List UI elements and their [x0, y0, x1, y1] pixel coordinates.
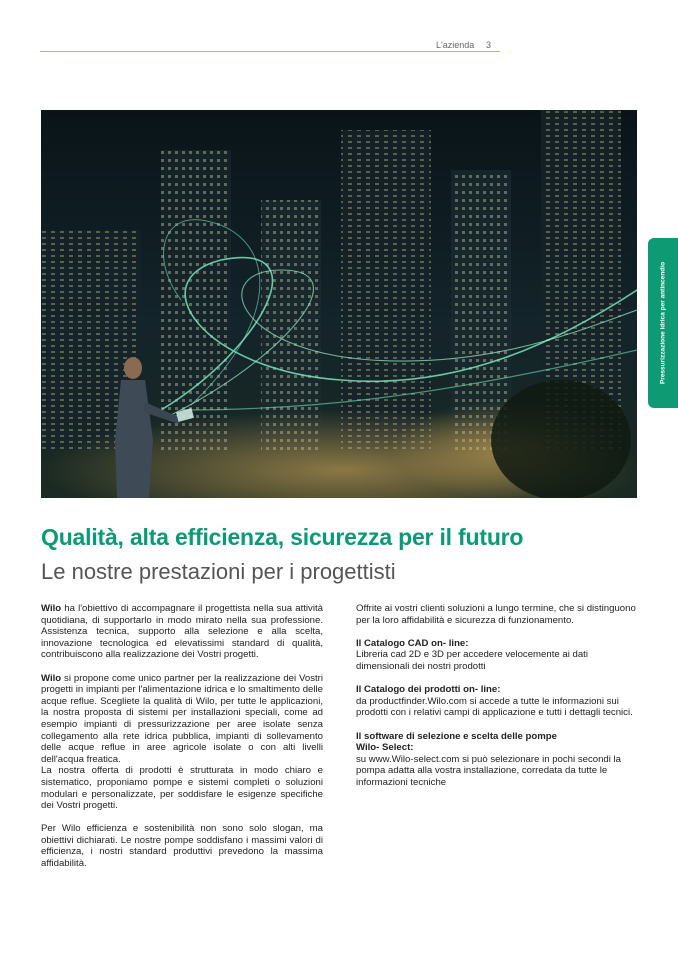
left-paragraph-3: La nostra offerta di prodotti è strutturata in modo chiaro e sistematico, proponiamo pompe e sistemi completi o soluzioni modulari e personalizzate, per soddisfare le esigenze specifiche dei Vostri progetti. — [41, 765, 323, 812]
section-software-text: su www.Wilo-select.com si può selezionare in pochi secondi la pompa adatta alla vostra installazione, corredata da tutte le informazioni tecniche — [356, 753, 622, 788]
left-paragraph-2 — [41, 673, 323, 766]
section-software-title: Il software di selezione e scelta delle pompe — [356, 730, 558, 742]
brand-name: Wilo — [41, 672, 62, 684]
header-section-title: L'azienda — [436, 40, 475, 50]
left-paragraph-1 — [41, 603, 323, 661]
section-cad-text: Libreria cad 2D e 3D per accedere velocemente ai dati dimensionali dei nostri prodotti — [356, 649, 588, 672]
hero-photo — [41, 110, 637, 498]
page-title: Qualità, alta efficienza, sicurezza per il futuro — [41, 524, 524, 550]
section-catalog-title: Il Catalogo dei prodotti on- line: — [356, 684, 501, 696]
page-number: 3 — [486, 40, 492, 50]
header-rule — [40, 51, 500, 52]
left-paragraph-2-text: si propone come unico partner per la realizzazione dei Vostri progetti in impianti per l'alimentazione idrica e lo smaltimento delle acque reflue. Scegliete la qualità di Wilo, per tutte le applicazioni, la nostra proposta di sistemi per installazioni speciali, come ad esempio impianti di pressurizzazione per aree isolate senza collegamento alla rete idrica pubblica, impianti di sollevamento delle acque reflue in aree agricole isolate o con alti livelli dell'acqua freatica. — [41, 672, 323, 765]
brand-name: Wilo — [41, 603, 62, 614]
section-software-subtitle: Wilo- Select: — [356, 742, 414, 754]
section-cad-title: Il Catalogo CAD on- line: — [356, 637, 469, 649]
left-column — [41, 603, 323, 881]
right-intro: Offrite ai vostri clienti soluzioni a lungo termine, che si distinguono per la loro affidabilità e sicurezza di funzionamento. — [356, 603, 636, 626]
side-tab — [648, 238, 678, 408]
left-paragraph-4: Per Wilo efficienza e sostenibilità non sono solo slogan, ma obiettivi dichiarati. Le nostre pompe soddisfano i massimi valori di efficienza, i nostri standard produttivi prevedono la massima affidabilità. — [41, 823, 323, 870]
left-paragraph-1-text: ha l'obiettivo di accompagnare il progettista nella sua attività quotidiana, di supportarlo in modo mirato nella sua professione. Assistenza tecnica, supporto alla selezione e alla scelta, innovazione tecnologica ed elevatissimi standard di qualità, contribuiscono alla realizzazione dei Vostri progetti. — [41, 603, 323, 661]
section-catalog-text: da productfinder.Wilo.com si accede a tutte le informazioni sui prodotti con i relativi campi di applicazione e tutti i dettagli tecnici. — [356, 695, 633, 719]
page-subtitle: Le nostre prestazioni per i progettisti — [41, 559, 396, 584]
side-tab-label: Pressurizzazione idrica per antincendio — [659, 261, 667, 385]
right-column — [356, 603, 638, 800]
